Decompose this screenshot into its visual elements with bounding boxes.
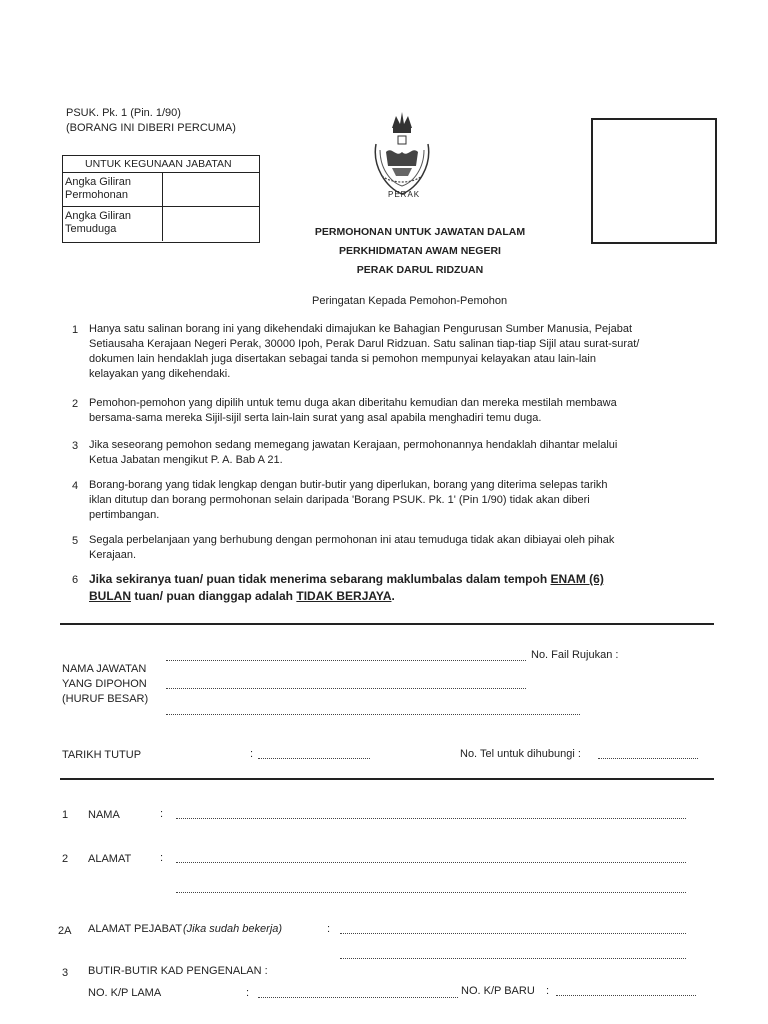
office-address-line-2[interactable] — [340, 958, 686, 959]
label-line: NAMA JAWATAN — [62, 663, 147, 675]
dept-row-interview — [63, 207, 259, 241]
dept-row-label: Angka Giliran Permohonan — [63, 173, 163, 206]
office-address-note: (Jika sudah bekerja) — [183, 923, 283, 935]
perak-crest-icon — [362, 106, 442, 206]
note-1 — [89, 322, 639, 382]
note-number: 1 — [72, 324, 79, 336]
note-number: 6 — [72, 574, 79, 586]
note-6-text: . — [391, 589, 395, 603]
note-6-tidak-berjaya: TIDAK BERJAYA — [296, 589, 392, 603]
note-6-bulan: BULAN — [89, 589, 131, 603]
note-line: kelayakan yang dikehendaki. — [89, 368, 231, 380]
label-line: (HURUF BESAR) — [62, 693, 149, 705]
note-6-text: tuan/ puan dianggap adalah — [131, 589, 297, 603]
label-line: YANG DIPOHON — [62, 678, 147, 690]
note-line: pertimbangan. — [89, 509, 160, 521]
name-label: NAMA — [88, 809, 120, 821]
dept-row-application — [63, 173, 259, 207]
new-ic-colon: : — [546, 985, 550, 997]
item-number: 3 — [62, 967, 69, 979]
note-line: Pemohon-pemohon yang dipilih untuk temu duga akan diberitahu kemudian dan mereka mestilah membawa — [89, 397, 617, 409]
file-reference-label: No. Fail Rujukan : — [531, 649, 619, 661]
office-address-colon: : — [327, 923, 331, 935]
interview-number-field[interactable] — [163, 207, 259, 241]
note-6-text: Jika sekiranya tuan/ puan tidak menerima sebarang maklumbalas dalam tempoh — [89, 572, 551, 586]
address-line-1[interactable] — [176, 862, 686, 863]
note-line: Segala perbelanjaan yang berhubung dengan permohonan ini atau temuduga tidak akan dibiayai oleh pihak — [89, 534, 615, 546]
note-line: dokumen lain hendaklah juga disertakan sebagai tanda si pemohon mempunyai kelayakan atau lain-lain — [89, 353, 596, 365]
note-number: 5 — [72, 535, 79, 547]
note-line: Kerajaan. — [89, 549, 137, 561]
note-2 — [89, 396, 617, 426]
note-6 — [89, 571, 719, 605]
old-ic-colon: : — [246, 987, 250, 999]
ic-details-label: BUTIR-BUTIR KAD PENGENALAN : — [88, 965, 268, 977]
note-line: Borang-borang yang tidak lengkap dengan butir-butir yang diperlukan, borang yang diterima selepas tarikh — [89, 479, 608, 491]
old-ic-label: NO. K/P LAMA — [88, 987, 162, 999]
closing-date-colon: : — [250, 748, 254, 760]
position-line-1[interactable] — [166, 660, 526, 661]
address-line-2[interactable] — [176, 892, 686, 893]
note-number: 3 — [72, 440, 79, 452]
name-field[interactable] — [176, 818, 686, 819]
free-form-note: (BORANG INI DIBERI PERCUMA) — [66, 122, 236, 134]
new-ic-label: NO. K/P BARU — [461, 985, 535, 997]
warning-heading: Peringatan Kepada Pemohon-Pemohon — [312, 295, 508, 307]
note-line: Hanya satu salinan borang ini yang dikehendaki dimajukan ke Bahagian Pengurusan Sumber Manusia, Pejabat — [89, 323, 633, 335]
closing-date-label: TARIKH TUTUP — [62, 749, 142, 761]
note-line: Jika seseorang pemohon sedang memegang jawatan Kerajaan, permohonannya hendaklah dihantar melalui — [89, 439, 618, 451]
note-5 — [89, 533, 614, 563]
old-ic-field[interactable] — [258, 997, 458, 998]
office-address-line-1[interactable] — [340, 933, 686, 934]
note-6-enam: ENAM (6) — [550, 572, 604, 586]
item-number: 2 — [62, 853, 69, 865]
note-line: Setiausaha Kerajaan Negeri Perak, 30000 Ipoh, Perak Darul Ridzuan. Satu salinan tiap-tiap Sijil atau surat-surat/ — [89, 338, 640, 350]
section-divider — [60, 778, 714, 780]
closing-date-field[interactable] — [258, 758, 370, 759]
note-number: 4 — [72, 480, 79, 492]
phone-field[interactable] — [598, 758, 698, 759]
department-use-box — [62, 155, 260, 243]
position-line-2[interactable] — [166, 688, 526, 689]
item-number: 1 — [62, 809, 69, 821]
title-line-1: PERMOHONAN UNTUK JAWATAN DALAM — [314, 226, 526, 238]
address-label: ALAMAT — [88, 853, 132, 865]
position-line-3[interactable] — [166, 714, 580, 715]
item-number: 2A — [58, 925, 72, 937]
title-line-2: PERKHIDMATAN AWAM NEGERI — [339, 245, 501, 257]
form-code: PSUK. Pk. 1 (Pin. 1/90) — [66, 107, 181, 119]
application-number-field[interactable] — [163, 173, 259, 206]
new-ic-field[interactable] — [556, 995, 696, 996]
office-address-label: ALAMAT PEJABAT — [88, 923, 183, 935]
title-line-3: PERAK DARUL RIDZUAN — [356, 264, 484, 276]
section-divider — [60, 623, 714, 625]
form-title — [300, 223, 540, 280]
name-colon: : — [160, 808, 164, 820]
position-applied-label — [62, 662, 148, 707]
note-number: 2 — [72, 398, 79, 410]
dept-row-label: Angka Giliran Temuduga — [63, 207, 163, 241]
note-4 — [89, 478, 608, 523]
note-line: iklan ditutup dan borang permohonan selain daripada 'Borang PSUK. Pk. 1' (Pin 1/90) tidak akan diberi — [89, 494, 590, 506]
note-line: Ketua Jabatan mengikut P. A. Bab A 21. — [89, 454, 283, 466]
photo-box[interactable] — [591, 118, 717, 244]
department-use-title: UNTUK KEGUNAAN JABATAN — [63, 156, 259, 173]
phone-label: No. Tel untuk dihubungi : — [460, 748, 581, 760]
address-colon: : — [160, 852, 164, 864]
crest-text: PERAK — [388, 190, 421, 199]
note-3 — [89, 438, 617, 468]
note-line: bersama-sama mereka Sijil-sijil serta lain-lain surat yang asal apabila menghadiri temu duga. — [89, 412, 542, 424]
